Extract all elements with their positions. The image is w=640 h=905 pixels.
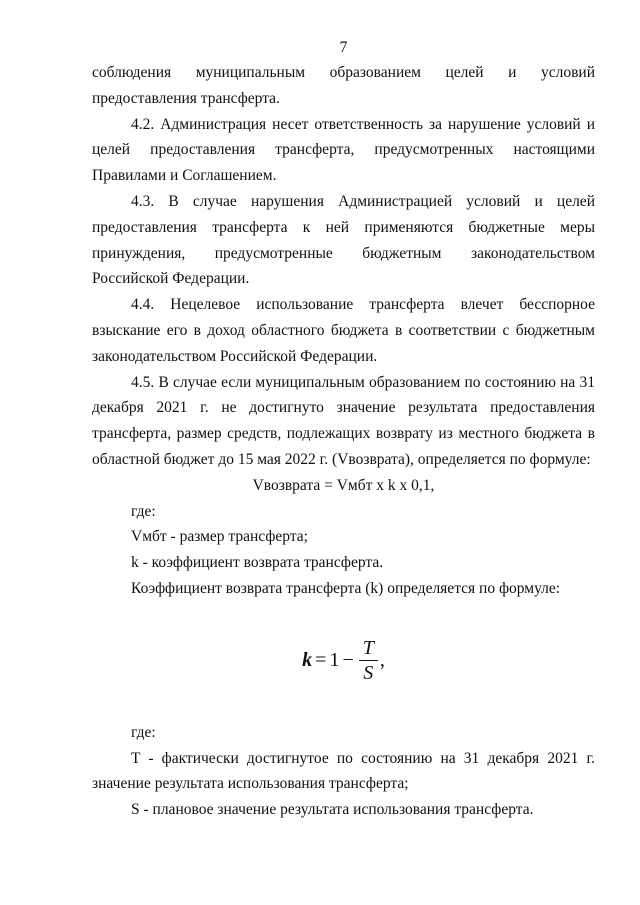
- page-number: 7: [339, 39, 348, 56]
- coefficient-formula-expression: [302, 637, 385, 684]
- return-amount-formula: Vвозврата = Vмбт x k x 0,1,: [252, 476, 435, 494]
- definition-k: k - коэффициент возврата трансферта.: [131, 554, 384, 572]
- formula-k-symbol: k: [302, 649, 313, 672]
- paragraph-continuation: соблюдения муниципальным образованием целей и условий предоставления трансферта.: [92, 64, 595, 107]
- paragraph-4-5: 4.5. В случае если муниципальным образованием по состоянию на 31 декабря 2021 г. не достигнуто значение результата предоставления трансферта, размер средств, подлежащих возврату из местного бюджета в областной бюджет до 15 мая 2022 г. (Vвозврата), определяется по формуле:: [92, 373, 595, 468]
- formula-equals-sign: =: [315, 649, 327, 672]
- paragraph-4-3: 4.3. В случае нарушения Администрацией условий и целей предоставления трансферта к ней применяются бюджетные меры принуждения, предусмотренные бюджетным законодательством Российской Федерации.: [92, 192, 595, 288]
- formula-fraction: [359, 637, 378, 684]
- paragraph-4-4: 4.4. Нецелевое использование трансферта влечет бесспорное взыскание его в доход областного бюджета в соответствии с бюджетным законодательством Российской Федерации.: [92, 296, 595, 365]
- definition-vmbt: Vмбт - размер трансферта;: [131, 528, 308, 546]
- formula-minus-sign: −: [342, 649, 354, 672]
- paragraph-4-2: 4.2. Администрация несет ответственность за нарушение условий и целей предоставления трансферта, предусмотренных настоящими Правилами и Соглашением.: [92, 115, 595, 185]
- coefficient-intro: Коэффициент возврата трансферта (k) определяется по формуле:: [131, 579, 561, 597]
- formula-numerator-t: T: [359, 637, 378, 661]
- coefficient-formula: [92, 602, 595, 720]
- definition-s: S - плановое значение результата использования трансферта.: [131, 801, 534, 819]
- formula-trailing-comma: ,: [379, 649, 385, 672]
- formula-denominator-s: S: [363, 662, 374, 685]
- definition-t: T - фактически достигнутое по состоянию на 31 декабря 2021 г. значение результата использования трансферта;: [92, 749, 595, 793]
- where-label-2: где:: [131, 723, 156, 741]
- formula-one: 1: [329, 649, 340, 672]
- where-label-1: где:: [131, 502, 156, 520]
